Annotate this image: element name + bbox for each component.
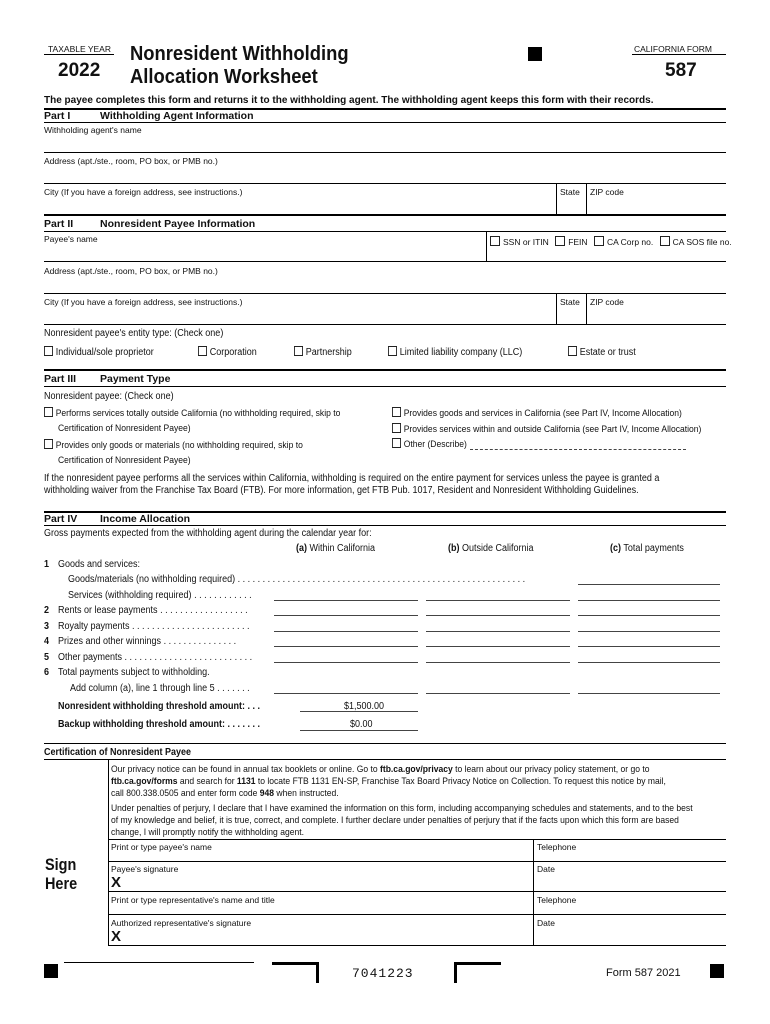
agent-zip-field[interactable]: ZIP code <box>590 187 624 197</box>
rep-print-name-field[interactable]: Print or type representative's name and title <box>111 895 275 905</box>
rep-telephone-field[interactable]: Telephone <box>537 895 577 905</box>
income-allocation-prompt: Gross payments expected from the withholding agent during the calendar year for: <box>44 528 372 539</box>
line1b-a-input[interactable] <box>274 600 418 601</box>
line1b-b-input[interactable] <box>426 600 570 601</box>
line-number: 5 <box>44 652 50 663</box>
tax-year: 2022 <box>58 60 101 81</box>
line1a-total-input[interactable] <box>578 584 720 585</box>
backup-threshold-value: $0.00 <box>350 719 373 730</box>
divider <box>108 759 109 945</box>
line3-c-input[interactable] <box>578 631 720 632</box>
divider <box>108 945 726 946</box>
divider <box>44 54 114 55</box>
form-identifier: Form 587 2021 <box>606 967 681 979</box>
part-divider <box>44 369 726 371</box>
threshold-value: $1,500.00 <box>344 701 385 712</box>
divider <box>44 293 726 294</box>
payment-outside-ca-note: Certification of Nonresident Payee) <box>58 423 191 434</box>
line-number: 1 <box>44 559 50 570</box>
payee-zip-field[interactable]: ZIP code <box>590 297 624 307</box>
state-form-label: CALIFORNIA FORM <box>634 44 712 54</box>
privacy-notice-line1: Our privacy notice can be found in annual tax booklets or online. Go to ftb.ca.gov/privacy to learn about our privacy policy statement, or go to <box>111 764 650 775</box>
payment-services-within-outside-checkbox[interactable]: Provides services within and outside California (see Part IV, Income Allocation) <box>392 423 701 435</box>
divider <box>44 743 726 744</box>
divider <box>44 152 726 153</box>
payee-name-field[interactable]: Payee's name <box>44 234 98 244</box>
divider <box>44 525 726 526</box>
ca-sos-checkbox[interactable]: CA SOS file no. <box>660 237 732 247</box>
perjury-line3: change, I will promptly notify the withholding agent. <box>111 827 304 838</box>
registration-mark <box>528 47 542 61</box>
divider <box>44 324 726 325</box>
fein-checkbox[interactable]: FEIN <box>555 237 587 247</box>
entity-partnership-checkbox[interactable]: Partnership <box>294 346 352 358</box>
services-note-line2: withholding waiver from the Franchise Tax Board (FTB). For more information, get FTB Pub. 1017, Resident and Nonresident Withholding Guidelines. <box>44 485 639 496</box>
agent-city-field[interactable]: City (If you have a foreign address, see instructions.) <box>44 187 243 197</box>
line3-a-input[interactable] <box>274 631 418 632</box>
divider <box>108 861 726 862</box>
part1-title: Withholding Agent Information <box>100 110 254 122</box>
privacy-notice-line2: ftb.ca.gov/forms and search for 1131 to locate FTB 1131 EN-SP, Franchise Tax Board Privacy Notice on Collection. To request this notice by mail, <box>111 776 666 787</box>
line3-b-input[interactable] <box>426 631 570 632</box>
scan-bracket <box>454 962 501 983</box>
divider <box>586 293 587 324</box>
column-c-header: (c) Total payments <box>610 543 684 554</box>
rep-signature-field[interactable]: X <box>111 928 122 945</box>
payee-address-field[interactable]: Address (apt./ste., room, PO box, or PMB no.) <box>44 266 218 276</box>
rep-date-field[interactable]: Date <box>537 918 555 928</box>
line1-label: Goods and services: <box>58 559 141 570</box>
payee-city-field[interactable]: City (If you have a foreign address, see instructions.) <box>44 297 243 307</box>
line-number: 3 <box>44 621 50 632</box>
divider <box>44 183 726 184</box>
payee-telephone-field[interactable]: Telephone <box>537 842 577 852</box>
taxable-year-label: TAXABLE YEAR <box>48 44 111 54</box>
scan-bracket <box>272 962 319 983</box>
part3-title: Payment Type <box>100 373 171 385</box>
line5-a-input[interactable] <box>274 662 418 663</box>
line2-label: Rents or lease payments . . . . . . . . . . . . . . . . . . <box>58 605 248 616</box>
divider <box>632 54 726 55</box>
divider <box>64 962 254 963</box>
divider <box>44 386 726 387</box>
part3-label: Part III <box>44 373 77 385</box>
divider <box>556 293 557 324</box>
line5-c-input[interactable] <box>578 662 720 663</box>
sign-here-label: Sign Here <box>45 855 78 893</box>
divider <box>556 183 557 214</box>
payee-id-type-options <box>490 236 732 247</box>
line-number: 2 <box>44 605 50 616</box>
intro-text: The payee completes this form and returns it to the withholding agent. The withholding agent keeps this form with their records. <box>44 95 654 106</box>
divider <box>300 730 418 731</box>
divider <box>486 231 487 261</box>
divider <box>44 231 726 232</box>
line2-b-input[interactable] <box>426 615 570 616</box>
backup-threshold-label: Backup withholding threshold amount: . . . . . . . <box>58 719 261 730</box>
payee-signature-label: Payee's signature <box>111 864 179 874</box>
form-number: 587 <box>665 60 697 81</box>
payee-state-field[interactable]: State <box>560 297 580 307</box>
line2-c-input[interactable] <box>578 615 720 616</box>
ca-corp-checkbox[interactable]: CA Corp no. <box>594 237 653 247</box>
agent-state-field[interactable]: State <box>560 187 580 197</box>
divider <box>44 261 726 262</box>
perjury-line1: Under penalties of perjury, I declare that I have examined the information on this form, including accompanying schedules and statements, and to the best <box>111 803 693 814</box>
divider <box>108 891 726 892</box>
line1a-label: Goods/materials (no withholding required) . . . . . . . . . . . . . . . . . . . . . . . . . . . . . . . . . . . . . . . . . . . . . . . . . . . . . . . . . . <box>68 574 526 585</box>
line4-b-input[interactable] <box>426 646 570 647</box>
line1b-c-input[interactable] <box>578 600 720 601</box>
line-number: 4 <box>44 636 50 647</box>
line3-label: Royalty payments . . . . . . . . . . . . . . . . . . . . . . . . <box>58 621 250 632</box>
part2-title: Nonresident Payee Information <box>100 218 256 230</box>
divider <box>108 839 726 840</box>
payee-print-name-field[interactable]: Print or type payee's name <box>111 842 212 852</box>
line6-b-input[interactable] <box>426 693 570 694</box>
line1b-label: Services (withholding required) . . . . . . . . . . . . <box>68 590 252 601</box>
other-describe-line[interactable] <box>470 449 686 450</box>
line5-b-input[interactable] <box>426 662 570 663</box>
line4-c-input[interactable] <box>578 646 720 647</box>
certification-title: Certification of Nonresident Payee <box>44 747 192 758</box>
perjury-line2: of my knowledge and belief, it is true, correct, and complete. I further declare under penalties of perjury that if the facts upon which this form are based <box>111 815 679 826</box>
divider <box>108 914 726 915</box>
line4-a-input[interactable] <box>274 646 418 647</box>
line6-sublabel: Add column (a), line 1 through line 5 . . . . . . . <box>70 683 250 694</box>
column-a-header: (a) Within California <box>296 543 376 554</box>
part4-label: Part IV <box>44 513 78 525</box>
rep-signature-label: Authorized representative's signature <box>111 918 252 928</box>
ssn-itin-checkbox[interactable]: SSN or ITIN <box>490 237 549 247</box>
privacy-notice-line3: call 800.338.0505 and enter form code 948 when instructed. <box>111 788 339 799</box>
payment-goods-only-note: Certification of Nonresident Payee) <box>58 455 191 466</box>
line6-label: Total payments subject to withholding. <box>58 667 210 678</box>
line5-label: Other payments . . . . . . . . . . . . . . . . . . . . . . . . . . <box>58 652 253 663</box>
payment-goods-only-checkbox[interactable]: Provides only goods or materials (no withholding required, skip to <box>44 439 303 451</box>
divider <box>44 759 726 760</box>
agent-name-field[interactable]: Withholding agent's name <box>44 125 142 135</box>
part1-label: Part I <box>44 110 71 122</box>
entity-corporation-checkbox[interactable]: Corporation <box>198 346 257 358</box>
entity-estate-trust-checkbox[interactable]: Estate or trust <box>568 346 636 358</box>
entity-type-prompt: Nonresident payee's entity type: (Check one) <box>44 328 224 339</box>
line2-a-input[interactable] <box>274 615 418 616</box>
registration-mark <box>44 964 58 978</box>
divider <box>300 711 418 712</box>
form-title: Nonresident Withholding Allocation Worksheet <box>130 43 349 88</box>
payment-other-checkbox[interactable]: Other (Describe) <box>392 438 467 450</box>
payment-outside-ca-checkbox[interactable]: Performs services totally outside California (no withholding required, skip to <box>44 407 340 419</box>
divider <box>533 839 534 945</box>
registration-mark <box>710 964 724 978</box>
column-b-header: (b) Outside California <box>448 543 534 554</box>
services-note-line1: If the nonresident payee performs all the services within California, withholding is required on the entire payment for services unless the payee is granted a <box>44 473 660 484</box>
form-code: 7041223 <box>352 966 414 981</box>
line6-c-input[interactable] <box>578 693 720 694</box>
line4-label: Prizes and other winnings . . . . . . . . . . . . . . . <box>58 636 237 647</box>
payment-goods-services-ca-checkbox[interactable]: Provides goods and services in California (see Part IV, Income Allocation) <box>392 407 682 419</box>
part-divider <box>44 214 726 216</box>
part4-title: Income Allocation <box>100 513 191 525</box>
line6-a-input[interactable] <box>274 693 418 694</box>
line-number: 6 <box>44 667 50 678</box>
agent-address-field[interactable]: Address (apt./ste., room, PO box, or PMB no.) <box>44 156 218 166</box>
payee-date-field[interactable]: Date <box>537 864 555 874</box>
entity-individual-checkbox[interactable]: Individual/sole proprietor <box>44 346 154 358</box>
payment-type-prompt: Nonresident payee: (Check one) <box>44 391 174 402</box>
entity-llc-checkbox[interactable]: Limited liability company (LLC) <box>388 346 522 358</box>
part2-label: Part II <box>44 218 74 230</box>
payee-signature-field[interactable]: X <box>111 874 122 891</box>
divider <box>586 183 587 214</box>
divider <box>44 122 726 123</box>
threshold-label: Nonresident withholding threshold amount: . . . <box>58 701 260 712</box>
